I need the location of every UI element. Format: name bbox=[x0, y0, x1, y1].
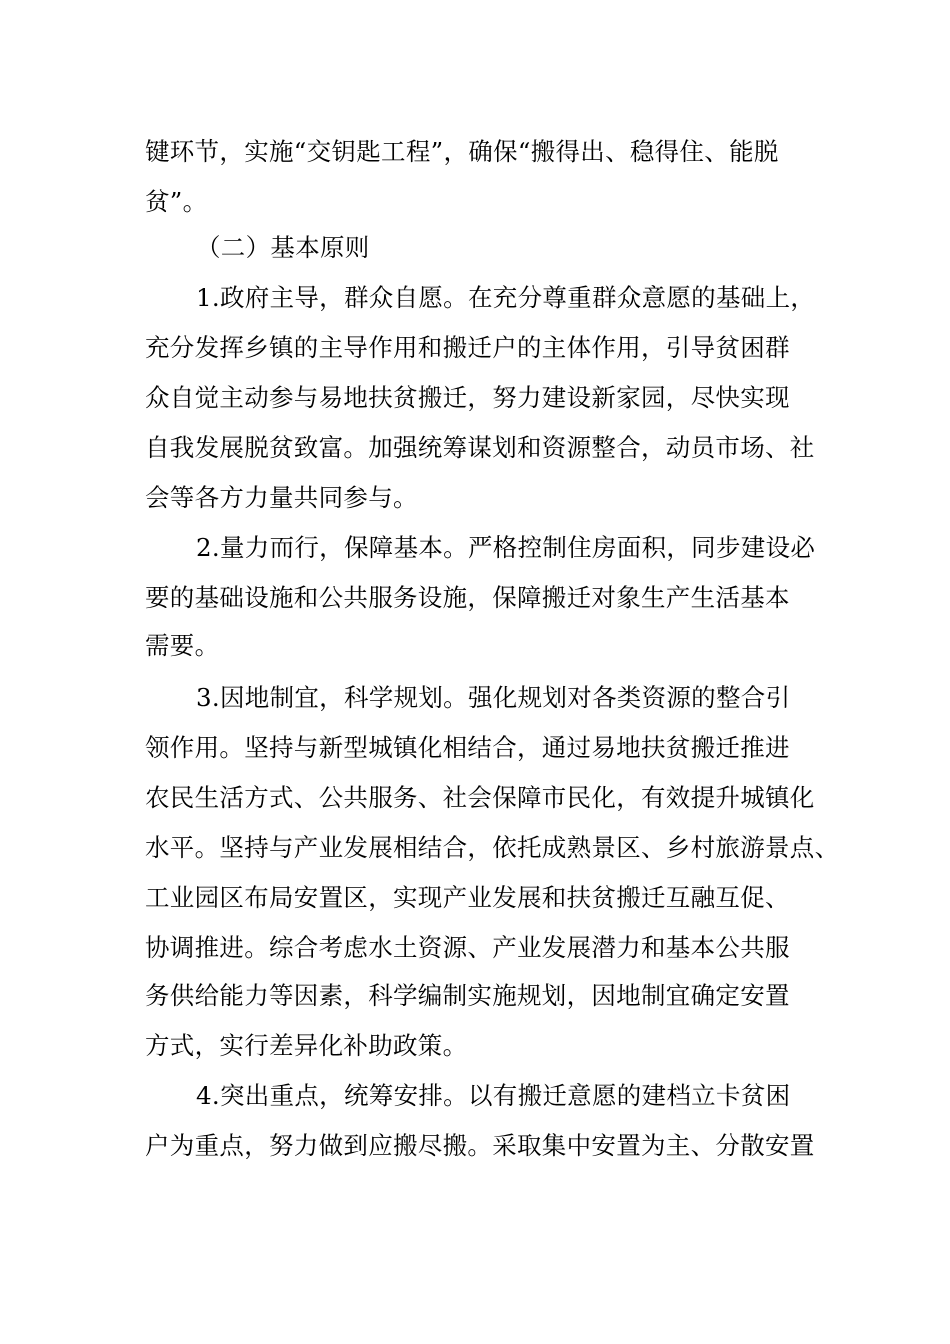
text-line: 水平。坚持与产业发展相结合，依托成熟景区、乡村旅游景点、 bbox=[145, 833, 840, 862]
text-line: 领作用。坚持与新型城镇化相结合，通过易地扶贫搬迁推进 bbox=[145, 733, 790, 762]
text-line: 务供给能力等因素，科学编制实施规划，因地制宜确定安置 bbox=[145, 981, 790, 1010]
text-line: 农民生活方式、公共服务、社会保障市民化，有效提升城镇化 bbox=[145, 783, 815, 812]
text-line: 工业园区布局安置区，实现产业发展和扶贫搬迁互融互促、 bbox=[145, 883, 790, 912]
text-line: 众自觉主动参与易地扶贫搬迁，努力建设新家园，尽快实现 bbox=[145, 383, 790, 412]
text-line: 自我发展脱贫致富。加强统筹谋划和资源整合，动员市场、社 bbox=[145, 433, 815, 462]
text-line: 键环节，实施“交钥匙工程”，确保“搬得出、稳得住、能脱 bbox=[145, 137, 779, 166]
section-heading: （二）基本原则 bbox=[196, 233, 370, 262]
text-line: 要的基础设施和公共服务设施，保障搬迁对象生产生活基本 bbox=[145, 583, 790, 612]
text-line: 户为重点，努力做到应搬尽搬。采取集中安置为主、分散安置 bbox=[145, 1131, 815, 1160]
paragraph-start: 2.量力而行，保障基本。严格控制住房面积，同步建设必 bbox=[196, 533, 816, 562]
text-line: 方式，实行差异化补助政策。 bbox=[145, 1031, 468, 1060]
text-line: 会等各方力量共同参与。 bbox=[145, 483, 418, 512]
text-line: 充分发挥乡镇的主导作用和搬迁户的主体作用，引导贫困群 bbox=[145, 333, 790, 362]
text-line: 协调推进。综合考虑水土资源、产业发展潜力和基本公共服 bbox=[145, 933, 790, 962]
paragraph-start: 1.政府主导，群众自愿。在充分尊重群众意愿的基础上， bbox=[196, 283, 816, 312]
text-line: 需要。 bbox=[145, 631, 220, 660]
paragraph-start: 3.因地制宜，科学规划。强化规划对各类资源的整合引 bbox=[196, 683, 791, 712]
text-line: 贫”。 bbox=[145, 187, 208, 216]
paragraph-start: 4.突出重点，统筹安排。以有搬迁意愿的建档立卡贫困 bbox=[196, 1081, 791, 1110]
